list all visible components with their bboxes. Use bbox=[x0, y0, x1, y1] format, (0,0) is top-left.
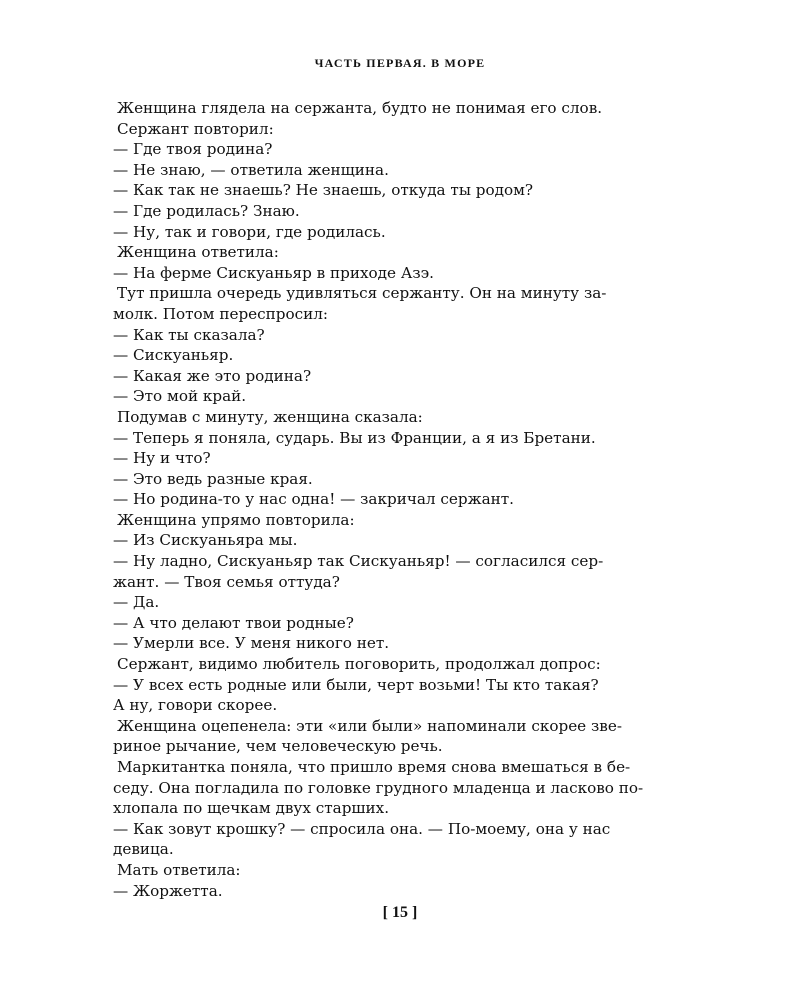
text-line: — Жоржетта. bbox=[113, 881, 223, 900]
text-line: молк. Потом переспросил: bbox=[113, 304, 329, 323]
running-head: ЧАСТЬ ПЕРВАЯ. В МОРЕ bbox=[314, 56, 486, 70]
text-line: Женщина ответила: bbox=[117, 243, 279, 262]
text-line: Сержант повторил: bbox=[117, 119, 274, 138]
body-text bbox=[113, 98, 691, 901]
text-line: — Но родина-то у нас одна! — закричал сержант. bbox=[113, 490, 514, 509]
text-line: — Из Сискуаньяра мы. bbox=[113, 531, 298, 550]
page-number: [ 15 ] bbox=[382, 904, 418, 921]
text-line: хлопала по щечкам двух старших. bbox=[113, 799, 390, 818]
text-line: — На ферме Сискуаньяр в приходе Азэ. bbox=[113, 263, 434, 282]
text-line: жант. — Твоя семья оттуда? bbox=[113, 572, 340, 591]
text-line: Женщина упрямо повторила: bbox=[117, 510, 355, 529]
text-line: — Теперь я поняла, сударь. Вы из Франции, а я из Бретани. bbox=[113, 428, 596, 447]
text-line: Женщина оцепенела: эти «или были» напоминали скорее зве- bbox=[117, 716, 622, 735]
text-line: — Ну и что? bbox=[113, 449, 211, 468]
text-line: Тут пришла очередь удивляться сержанту. Он на минуту за- bbox=[117, 284, 607, 303]
text-line: — Ну ладно, Сискуаньяр так Сискуаньяр! — согласился сер- bbox=[113, 552, 604, 571]
text-line: — Это мой край. bbox=[113, 387, 247, 406]
text-line: Сержант, видимо любитель поговорить, продолжал допрос: bbox=[117, 655, 601, 674]
text-line: — Ну, так и говори, где родилась. bbox=[113, 222, 386, 241]
text-line: риное рычание, чем человеческую речь. bbox=[113, 737, 443, 756]
text-line: — Сискуаньяр. bbox=[113, 346, 234, 365]
text-line: Подумав с минуту, женщина сказала: bbox=[117, 407, 423, 426]
text-line: А ну, говори скорее. bbox=[113, 696, 278, 715]
text-line: — Где родилась? Знаю. bbox=[113, 201, 300, 220]
text-line: — Какая же это родина? bbox=[113, 366, 312, 385]
text-line: — А что делают твои родные? bbox=[113, 613, 354, 632]
text-line: девица. bbox=[113, 840, 174, 859]
text-line: — Умерли все. У меня никого нет. bbox=[113, 634, 390, 653]
text-line: — Как так не знаешь? Не знаешь, откуда ты родом? bbox=[113, 181, 534, 200]
text-line: — Не знаю, — ответила женщина. bbox=[113, 160, 389, 179]
text-line: Женщина глядела на сержанта, будто не понимая его слов. bbox=[117, 99, 603, 117]
text-line: — У всех есть родные или были, черт возьми! Ты кто такая? bbox=[113, 675, 599, 694]
text-line: Маркитантка поняла, что пришло время снова вмешаться в бе- bbox=[117, 758, 631, 776]
text-line: — Где твоя родина? bbox=[113, 140, 273, 159]
text-line: седу. Она погладила по головке грудного младенца и ласково по- bbox=[113, 778, 644, 797]
text-line: — Это ведь разные края. bbox=[113, 469, 313, 488]
text-line: — Как зовут крошку? — спросила она. — По-моему, она у нас bbox=[113, 819, 611, 838]
text-line: — Как ты сказала? bbox=[113, 325, 265, 344]
text-line: — Да. bbox=[113, 593, 160, 612]
text-line: Мать ответила: bbox=[117, 860, 241, 879]
